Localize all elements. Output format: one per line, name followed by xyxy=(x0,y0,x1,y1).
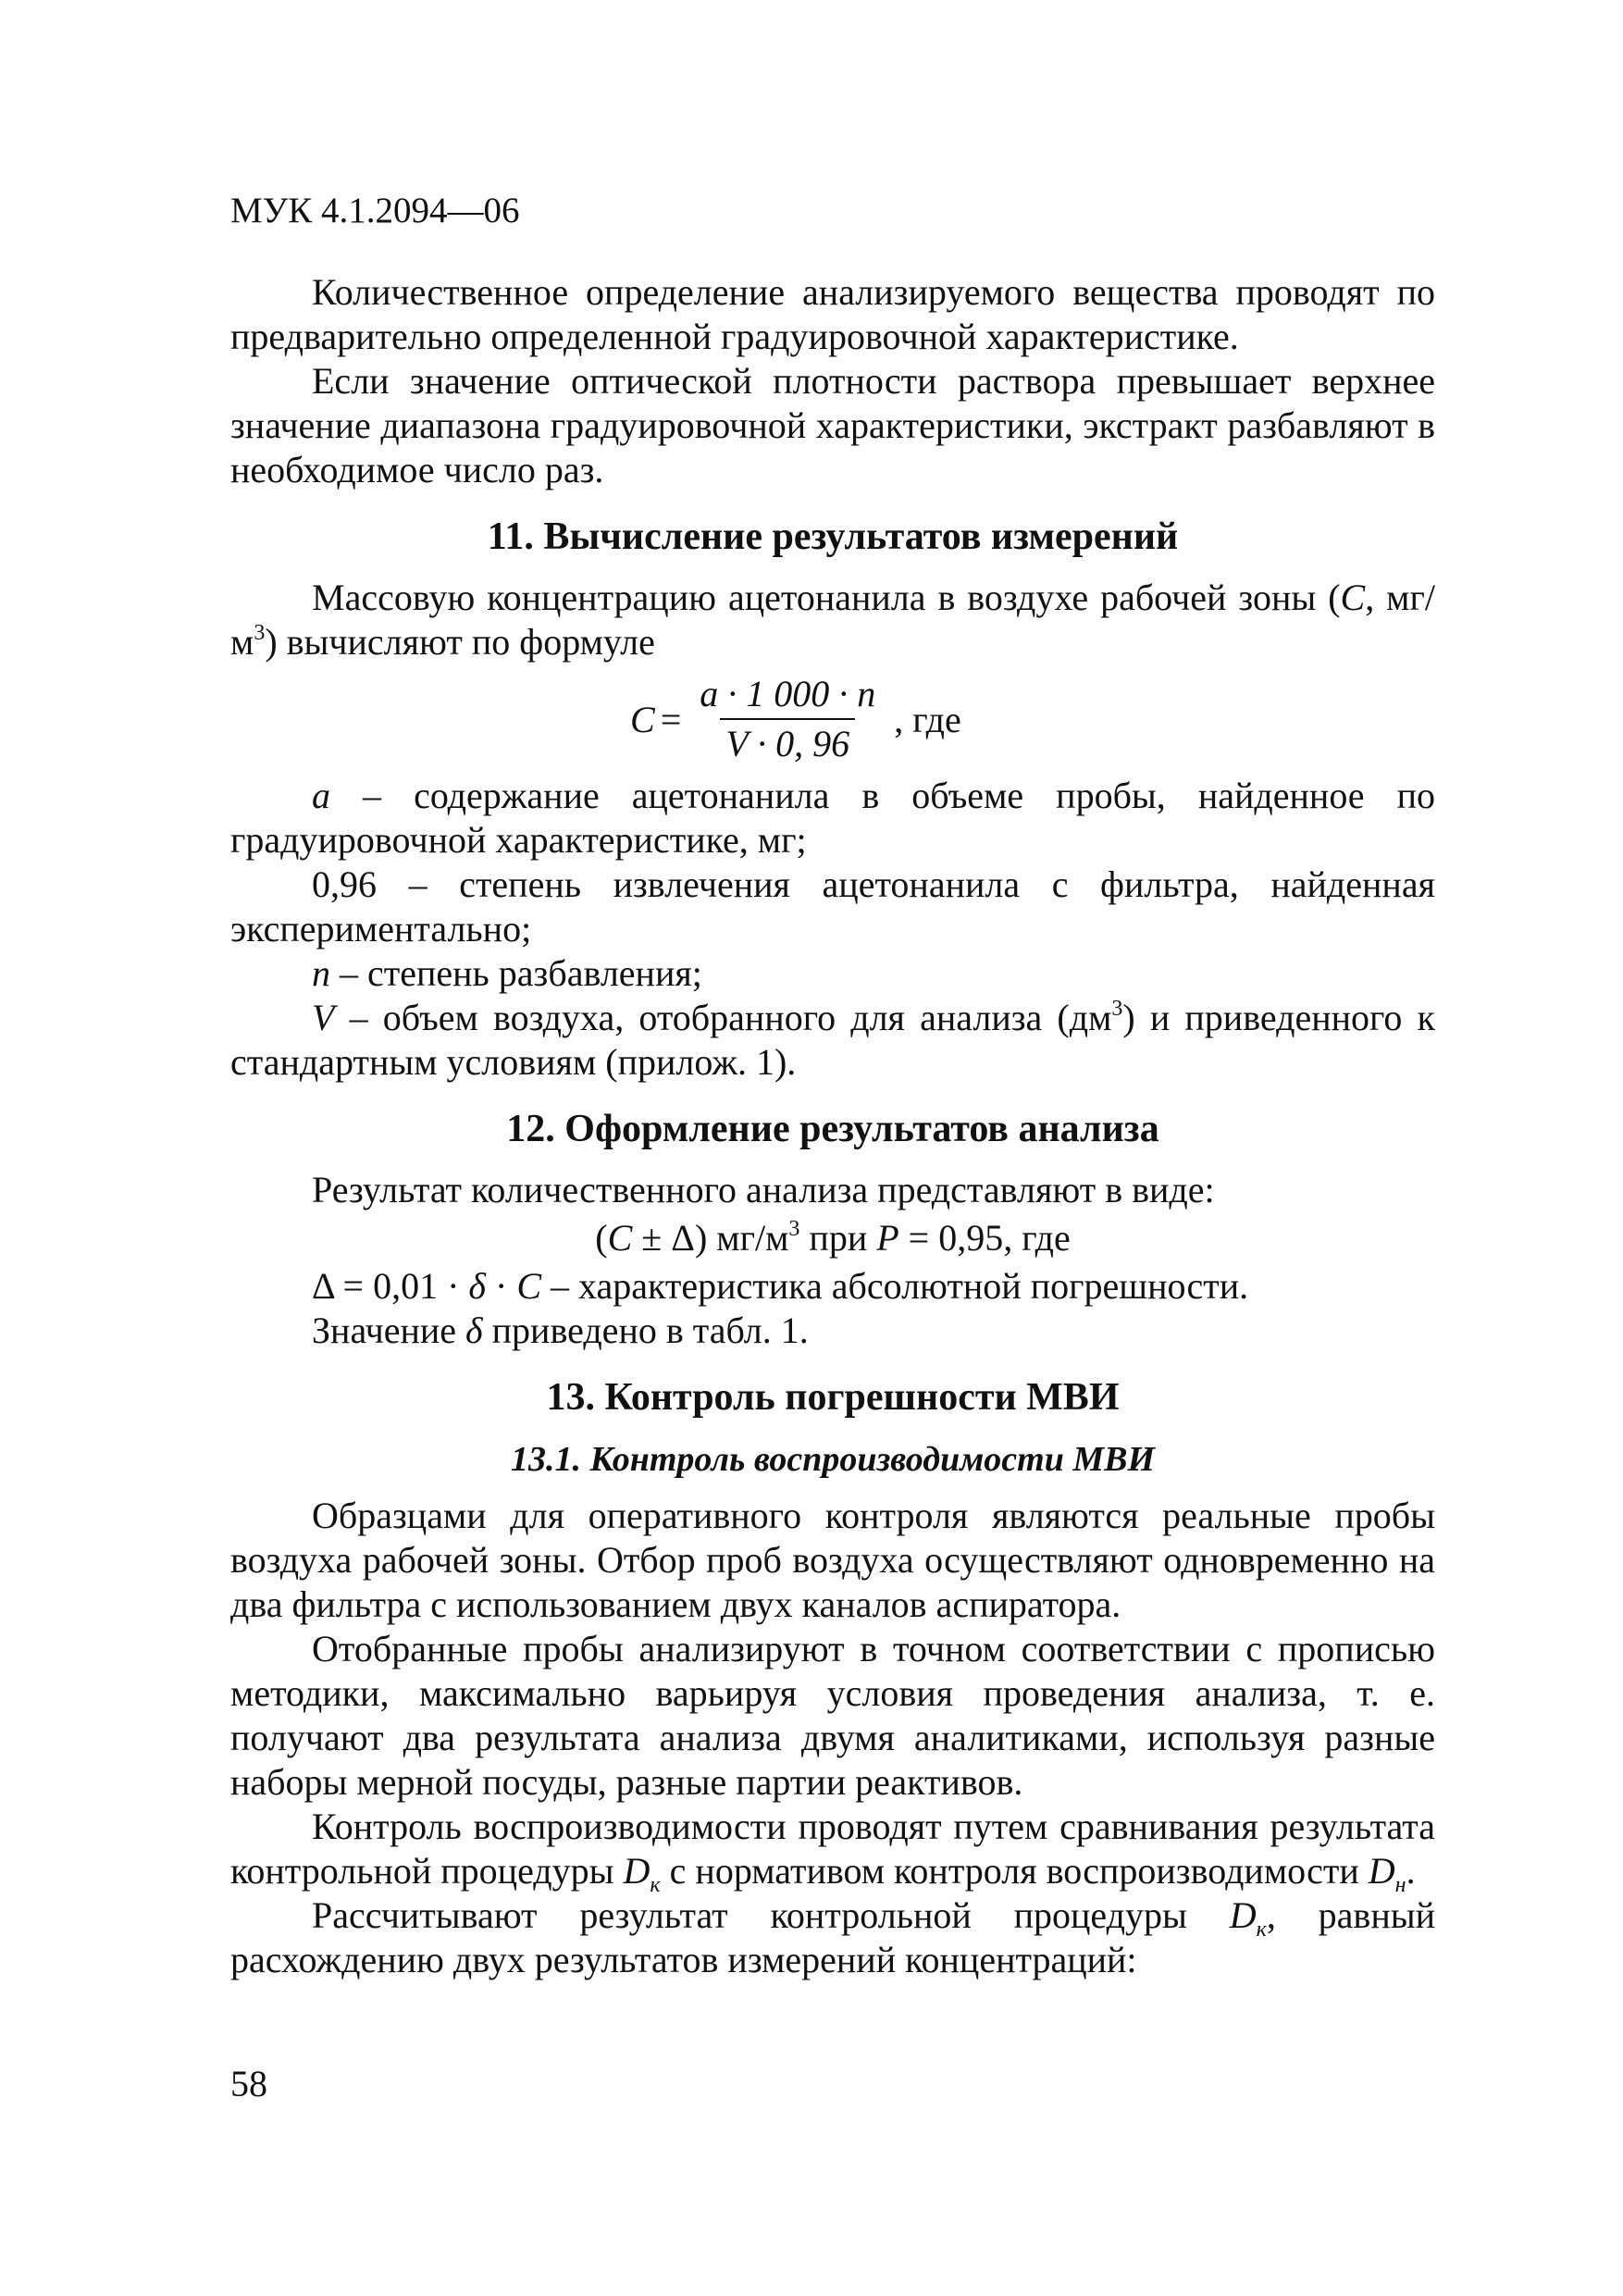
section-13-paragraph-3: Контроль воспроизводимости проводят путем сравнивания результата контрольной процедуры $D_к$ с нормативом контроля воспроизводимости $D_н$. xyxy=(230,1806,1435,1897)
section-12-paragraph: Результат количественного анализа представляют в виде: xyxy=(312,1169,1215,1210)
formula-fraction xyxy=(694,674,881,764)
concentration-formula xyxy=(230,664,1435,774)
section-13-title: 13. Контроль погрешности МВИ xyxy=(546,1376,1120,1419)
definition-096: 0,96 – степень извлечения ацетонанила с фильтра, найденная экспериментально; xyxy=(230,863,1435,949)
delta-value-note: Значение δ приведено в табл. 1. xyxy=(312,1309,809,1351)
intro-paragraph-1: Количественное определение анализируемого вещества проводят по предварительно определенной градуировочной характеристике. xyxy=(230,271,1435,357)
formula-suffix: , где xyxy=(894,698,961,740)
formula-numerator: a · 1 000 · n xyxy=(700,673,876,714)
section-13-paragraph-4: Рассчитывают результат контрольной процедуры $D_к$, равный расхождению двух результатов измерений концентраций: xyxy=(230,1894,1436,1980)
section-13-paragraph-2: Отобранные пробы анализируют в точном соответствии с прописью методики, максимально варьируя условия проведения анализа, т. е. получают два результата анализа двумя аналитиками, используя разные наборы мерной посуды, разные партии реактивов. xyxy=(230,1628,1435,1803)
subsection-13-1-title: 13.1. Контроль воспроизводимости МВИ xyxy=(510,1440,1156,1479)
section-11-intro: Массовую концентрацию ацетонанила в воздухе рабочей зоны (C, $мг/м^3$) вычисляют по формуле xyxy=(230,577,1435,663)
formula-lhs: C xyxy=(630,698,655,740)
delta-definition: Δ = 0,01 · δ · C – характеристика абсолютной погрешности. xyxy=(312,1265,1249,1307)
definition-a: a – содержание ацетонанила в объеме пробы, найденное по градуировочной характеристике, мг; xyxy=(230,775,1435,861)
section-11-title: 11. Вычисление результатов измерений xyxy=(487,515,1179,558)
document-header: МУК 4.1.2094—06 xyxy=(230,191,520,230)
formula-denominator: V · 0, 96 xyxy=(720,718,855,764)
formula-equals: = xyxy=(660,698,682,740)
document-page xyxy=(230,190,1435,1982)
result-equation: (C ± Δ) $мг/м^3$ при P = 0,95, где xyxy=(595,1216,1071,1259)
intro-paragraph-2: Если значение оптической плотности раствора превышает верхнее значение диапазона градуировочной характеристики, экстракт разбавляют в необходимое число раз. xyxy=(230,360,1435,490)
page-number: 58 xyxy=(230,2063,267,2104)
definition-v: V – объем воздуха, отобранного для анализа $(дм^3)$ и приведенного к стандартным условиям (прилож. 1). xyxy=(230,996,1435,1083)
section-13-paragraph-1: Образцами для оперативного контроля являются реальные пробы воздуха рабочей зоны. Отбор проб воздуха осуществляют одновременно на два фильтра с использованием двух каналов аспиратора. xyxy=(230,1495,1435,1625)
section-12-title: 12. Оформление результатов анализа xyxy=(506,1108,1159,1150)
definition-n: n – степень разбавления; xyxy=(312,952,702,994)
